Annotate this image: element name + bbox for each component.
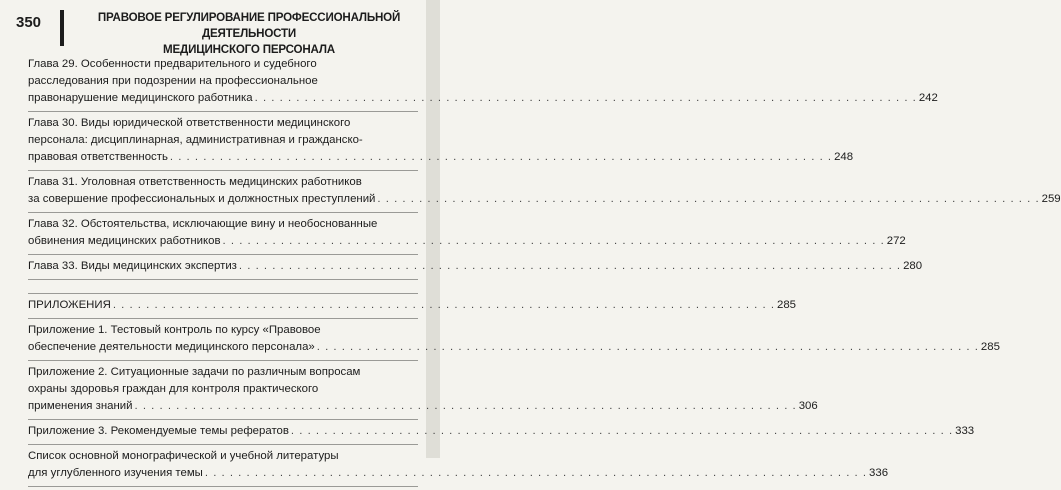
appendix-text-line: для углубленного изучения темы: [28, 467, 203, 479]
chapter-page-number: 259: [1041, 193, 1061, 205]
chapter-text-line: правонарушение медицинского работника: [28, 92, 253, 104]
dot-leader: . . . . . . . . . . . . . . . . . . . . . . . . . . . . . . . . . . . . . . . . . . . . . . . . . . . . . . . . . . . . . . . . . . . . . . . . . . . . . . . .: [112, 299, 775, 311]
chapter-text-line: Глава 30. Виды юридической ответственности медицинского: [28, 117, 351, 129]
appendix-page-number: 336: [869, 467, 889, 479]
chapter-text-line: Глава 29. Особенности предварительного и судебного: [28, 58, 317, 70]
dot-leader: . . . . . . . . . . . . . . . . . . . . . . . . . . . . . . . . . . . . . . . . . . . . . . . . . . . . . . . . . . . . . . . . . . . . . . . . . . . . . . . .: [204, 467, 868, 479]
adjacent-page-edge: [426, 0, 440, 458]
dot-leader: . . . . . . . . . . . . . . . . . . . . . . . . . . . . . . . . . . . . . . . . . . . . . . . . . . . . . . . . . . . . . . . . . . . . . . . . . . . . . . . .: [290, 425, 954, 437]
appendix-heading-title: ПРИЛОЖЕНИЯ: [28, 299, 111, 311]
chapter-text-line: расследования при подозрении на профессиональное: [28, 75, 318, 87]
appendix-list: [28, 322, 1000, 487]
appendix-page-number: 306: [798, 400, 818, 412]
chapter-text-line: Глава 33. Виды медицинских экспертиз: [28, 260, 237, 272]
dot-leader: . . . . . . . . . . . . . . . . . . . . . . . . . . . . . . . . . . . . . . . . . . . . . . . . . . . . . . . . . . . . . . . . . . . . . . . . . . . . . . . .: [377, 193, 1040, 205]
running-title-line-2: МЕДИЦИНСКОГО ПЕРСОНАЛА: [163, 43, 335, 56]
chapter-page-number: 242: [918, 92, 938, 104]
chapter-text-line: Глава 31. Уголовная ответственность медицинских работников: [28, 176, 362, 188]
appendix-text-line: Приложение 2. Ситуационные задачи по различным вопросам: [28, 366, 361, 378]
chapter-page-number: 272: [886, 235, 906, 247]
chapter-text-line: за совершение профессиональных и должностных преступлений: [28, 193, 376, 205]
appendix-heading-entry: [28, 297, 797, 319]
appendix-entry: [28, 423, 975, 445]
dot-leader: . . . . . . . . . . . . . . . . . . . . . . . . . . . . . . . . . . . . . . . . . . . . . . . . . . . . . . . . . . . . . . . . . . . . . . . . . . . . . . . .: [238, 260, 902, 272]
appendix-heading-page: 285: [777, 299, 797, 311]
appendix-text-line: Приложение 3. Рекомендуемые темы рефератов: [28, 425, 289, 437]
table-of-contents: [28, 56, 1061, 490]
chapter-list: [28, 56, 1061, 280]
appendix-text-line: охраны здоровья граждан для контроля практического: [28, 383, 319, 395]
appendix-text-line: применения знаний: [28, 400, 133, 412]
chapter-text-line: Глава 32. Обстоятельства, исключающие вину и необоснованные: [28, 218, 378, 230]
appendix-entry: [28, 322, 1000, 361]
chapter-entry: [28, 115, 854, 171]
appendix-text-line: Приложение 1. Тестовый контроль по курсу «Правовое: [28, 324, 321, 336]
chapter-text-line: обвинения медицинских работников: [28, 235, 221, 247]
appendix-text-line: обеспечение деятельности медицинского персонала»: [28, 341, 315, 353]
appendix-page-number: 285: [980, 341, 1000, 353]
running-title-line-1: ПРАВОВОЕ РЕГУЛИРОВАНИЕ ПРОФЕССИОНАЛЬНОЙ ДЕЯТЕЛЬНОСТИ: [97, 11, 401, 40]
header-divider-bar: [60, 10, 64, 46]
chapter-text-line: персонала: дисциплинарная, административная и гражданско-: [28, 134, 363, 146]
appendix-entry: [28, 448, 889, 487]
running-title: [66, 10, 432, 58]
chapter-page-number: 248: [834, 151, 854, 163]
appendix-text-line: Список основной монографической и учебной литературы: [28, 450, 339, 462]
appendix-page-number: 333: [955, 425, 975, 437]
dot-leader: . . . . . . . . . . . . . . . . . . . . . . . . . . . . . . . . . . . . . . . . . . . . . . . . . . . . . . . . . . . . . . . . . . . . . . . . . . . . . . . .: [222, 235, 885, 247]
chapter-entry: [28, 216, 906, 255]
dot-leader: . . . . . . . . . . . . . . . . . . . . . . . . . . . . . . . . . . . . . . . . . . . . . . . . . . . . . . . . . . . . . . . . . . . . . . . . . . . . . . . .: [316, 341, 979, 353]
chapter-entry: [28, 56, 938, 112]
page-header: [0, 0, 440, 56]
dot-leader: . . . . . . . . . . . . . . . . . . . . . . . . . . . . . . . . . . . . . . . . . . . . . . . . . . . . . . . . . . . . . . . . . . . . . . . . . . . . . . . .: [254, 92, 917, 104]
dot-leader: . . . . . . . . . . . . . . . . . . . . . . . . . . . . . . . . . . . . . . . . . . . . . . . . . . . . . . . . . . . . . . . . . . . . . . . . . . . . . . . .: [134, 400, 797, 412]
chapter-entry: [28, 174, 1061, 213]
section-gap: [28, 283, 418, 294]
page-number: 350: [16, 14, 42, 31]
chapter-text-line: правовая ответственность: [28, 151, 168, 163]
chapter-entry: [28, 258, 923, 280]
appendix-entry: [28, 364, 818, 420]
dot-leader: . . . . . . . . . . . . . . . . . . . . . . . . . . . . . . . . . . . . . . . . . . . . . . . . . . . . . . . . . . . . . . . . . . . . . . . . . . . . . . . .: [169, 151, 833, 163]
chapter-page-number: 280: [903, 260, 923, 272]
